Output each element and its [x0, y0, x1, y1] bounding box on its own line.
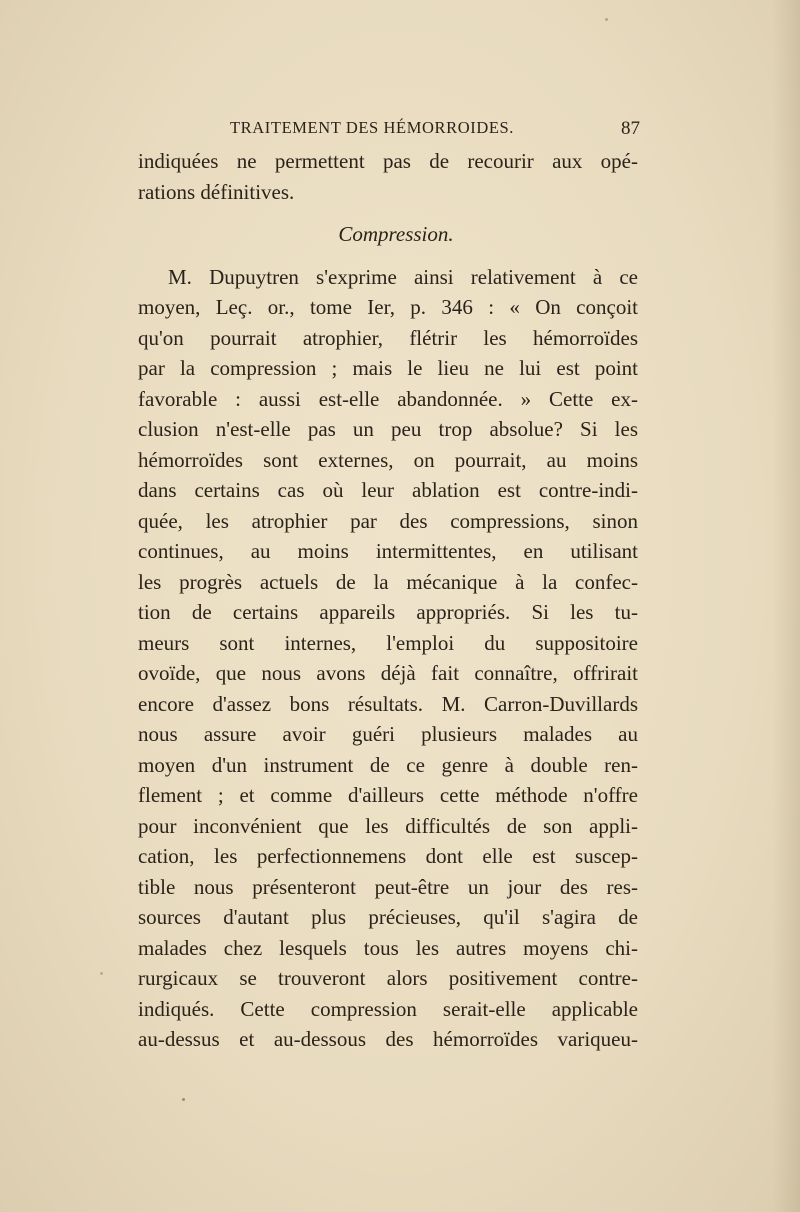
text-line: tion de certains appareils appropriés. Si les tu- — [138, 600, 638, 624]
running-head: TRAITEMENT DES HÉMORROIDES. — [230, 118, 515, 137]
text-line: indiquées ne permettent pas de recourir aux opé- — [138, 149, 638, 173]
text-line: dans certains cas où leur ablation est contre-indi- — [138, 478, 638, 502]
text-line: hémorroïdes sont externes, on pourrait, au moins — [138, 447, 638, 472]
text-line: quée, les atrophier par des compressions, sinon — [138, 508, 638, 533]
text-line: les progrès actuels de la mécanique à la confec- — [138, 569, 638, 594]
text-line: favorable : aussi est-elle abandonnée. » Cette ex- — [138, 386, 638, 411]
text-line: rurgicaux se trouveront alors positivement contre- — [138, 966, 638, 990]
body-text — [138, 146, 638, 1055]
text-line: moyen d'un instrument de ce genre à double ren- — [138, 752, 638, 777]
paper-speck — [100, 972, 103, 975]
text-line: continues, au moins intermittentes, en utilisant — [138, 539, 638, 563]
text-line: indiqués. Cette compression serait-elle applicable — [138, 996, 638, 1021]
page-number: 87 — [621, 118, 640, 139]
text-line: rations définitives. — [138, 179, 295, 204]
text-line: clusion n'est-elle pas un peu trop absolue? Si les — [138, 417, 638, 441]
text-line: au-dessus et au-dessous des hémorroïdes variqueu- — [138, 1027, 638, 1051]
section-heading: Compression. — [338, 222, 454, 246]
text-line: meurs sont internes, l'emploi du suppositoire — [138, 630, 638, 655]
text-line: nous assure avoir guéri plusieurs malades au — [138, 722, 638, 746]
text-line: par la compression ; mais le lieu ne lui est point — [138, 356, 638, 380]
text-line: pour inconvénient que les difficultés de son appli- — [138, 813, 638, 838]
text-line: ovoïde, que nous avons déjà fait connaître, offrirait — [138, 661, 638, 685]
text-line: qu'on pourrait atrophier, flétrir les hémorroïdes — [138, 325, 638, 350]
text-line: tible nous présenteront peut-être un jour des res- — [138, 874, 638, 899]
text-line: cation, les perfectionnemens dont elle est suscep- — [138, 844, 638, 868]
text-line: sources d'autant plus précieuses, qu'il s'agira de — [138, 905, 638, 929]
page-edge-shadow — [772, 0, 800, 1212]
text-line: malades chez lesquels tous les autres moyens chi- — [138, 935, 638, 960]
text-line: encore d'assez bons résultats. M. Carron-Duvillards — [138, 691, 638, 716]
paper-speck — [605, 18, 608, 21]
text-line: flement ; et comme d'ailleurs cette méthode n'offre — [138, 783, 638, 807]
text-line: moyen, Leç. or., tome Ier, p. 346 : « On conçoit — [138, 295, 638, 319]
paper-speck — [182, 1098, 185, 1101]
page-header — [230, 118, 640, 142]
text-line: M. Dupuytren s'exprime ainsi relativement à ce — [168, 264, 638, 289]
